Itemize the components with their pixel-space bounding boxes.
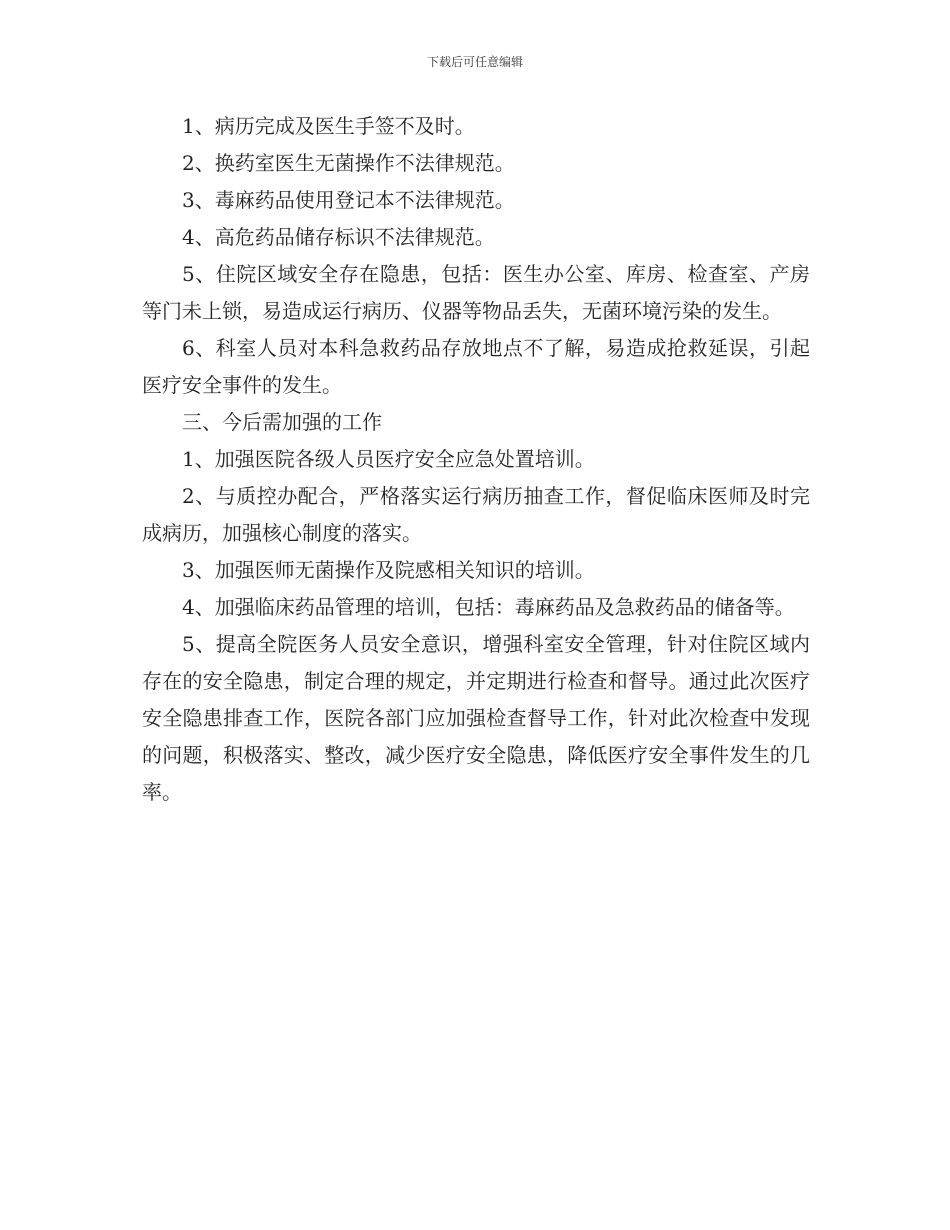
paragraph-issue-2: 2、换药室医生无菌操作不法律规范。	[182, 151, 515, 175]
paragraph-task-3: 3、加强医师无菌操作及院感相关知识的培训。	[182, 558, 595, 582]
paragraph-task-1: 1、加强医院各级人员医疗安全应急处置培训。	[182, 447, 595, 471]
paragraph-issue-5: 5、住院区域安全存在隐患，包括：医生办公室、库房、检查室、产房等门未上锁，易造成运行病历、仪器等物品丢失，无菌环境污染的发生。	[142, 262, 810, 323]
document-body	[142, 108, 810, 811]
paragraph-issue-1: 1、病历完成及医生手签不及时。	[182, 114, 475, 138]
paragraph-task-4: 4、加强临床药品管理的培训，包括：毒麻药品及急救药品的储备等。	[182, 595, 795, 619]
header-note: 下载后可任意编辑	[426, 55, 523, 69]
section-heading: 三、今后需加强的工作	[182, 410, 382, 434]
paragraph-task-2: 2、与质控办配合，严格落实运行病历抽查工作，督促临床医师及时完成病历，加强核心制度的落实。	[142, 484, 810, 545]
paragraph-issue-4: 4、高危药品储存标识不法律规范。	[182, 225, 495, 249]
paragraph-issue-3: 3、毒麻药品使用登记本不法律规范。	[182, 188, 515, 212]
paragraph-task-5: 5、提高全院医务人员安全意识，增强科室安全管理，针对住院区域内存在的安全隐患，制定合理的规定，并定期进行检查和督导。通过此次医疗安全隐患排查工作，医院各部门应加强检查督导工作，针对此次检查中发现的问题，积极落实、整改，减少医疗安全隐患，降低医疗安全事件发生的几率。	[142, 632, 810, 804]
paragraph-issue-6: 6、科室人员对本科急救药品存放地点不了解，易造成抢救延误，引起医疗安全事件的发生。	[142, 336, 810, 397]
